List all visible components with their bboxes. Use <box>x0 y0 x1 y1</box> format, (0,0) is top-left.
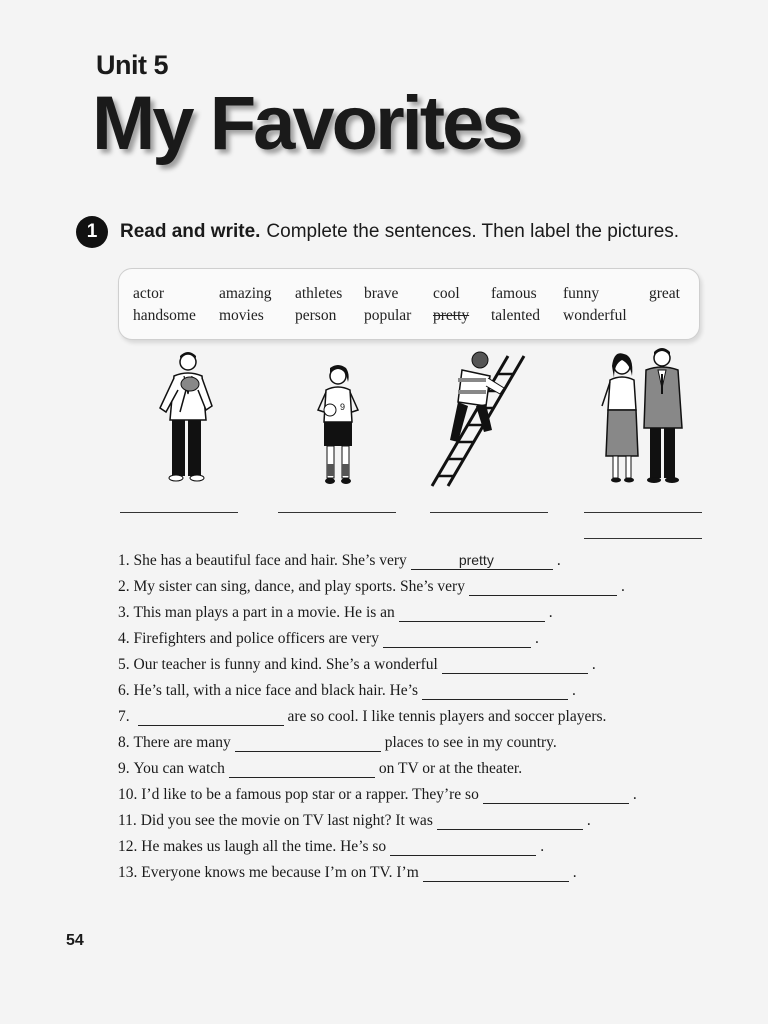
word-bank-item: funny <box>563 285 600 302</box>
sentence-text: Firefighters and police officers are very <box>133 630 379 647</box>
word-bank <box>118 268 700 340</box>
sentence-text: He’s tall, with a nice face and black hair. He’s <box>133 682 418 699</box>
exercise-number-badge: 1 <box>76 216 108 248</box>
sentence-7 <box>118 708 606 726</box>
sentence-text: You can watch <box>133 760 225 777</box>
firefighter-on-ladder-icon <box>428 350 532 490</box>
word-bank-item: brave <box>364 285 399 302</box>
word-bank-item-crossed: pretty <box>433 307 470 324</box>
sentence-text: She has a beautiful face and hair. She’s very <box>133 552 407 569</box>
sentence-number: 7. <box>118 708 130 725</box>
sentence-4 <box>118 630 539 648</box>
answer-text: pretty <box>458 552 494 568</box>
word-bank-item: popular <box>364 307 412 324</box>
sentence-number: 3. <box>118 604 130 621</box>
actor-with-flowers-icon <box>150 350 220 490</box>
answer-blank[interactable] <box>422 685 568 700</box>
answer-blank[interactable] <box>423 867 569 882</box>
sentence-end: . <box>548 604 553 621</box>
sentence-text: Our teacher is funny and kind. She’s a wonderful <box>133 656 438 673</box>
sentence-6 <box>118 682 576 700</box>
sentence-number: 12. <box>118 838 138 855</box>
sentence-text: This man plays a part in a movie. He is an <box>133 604 395 621</box>
picture-label-blank-2[interactable] <box>278 512 396 513</box>
exercise-instruction <box>76 216 679 248</box>
sentence-number: 1. <box>118 552 130 569</box>
picture-label-blank-4b[interactable] <box>584 538 702 539</box>
picture-label-blank-1[interactable] <box>120 512 238 513</box>
page-title: My Favorites <box>92 81 521 166</box>
word-bank-item: wonderful <box>563 307 627 324</box>
picture-label-blank-4a[interactable] <box>584 512 702 513</box>
word-bank-item: actor <box>133 285 164 302</box>
sentence-text: Did you see the movie on TV last night? It was <box>140 812 433 829</box>
answer-blank[interactable] <box>138 711 284 726</box>
sentence-11 <box>118 812 591 830</box>
sentence-10 <box>118 786 637 804</box>
unit-label: Unit 5 <box>96 50 169 80</box>
picture-label-blank-3[interactable] <box>430 512 548 513</box>
sentence-end: are so cool. I like tennis players and soccer players. <box>287 708 607 725</box>
word-bank-item: talented <box>491 307 541 324</box>
soccer-player-girl-icon <box>310 364 366 488</box>
sentence-1 <box>118 552 561 570</box>
sentence-13 <box>118 864 577 882</box>
answer-blank[interactable] <box>383 633 531 648</box>
sentence-number: 10. <box>118 786 138 803</box>
sentence-number: 13. <box>118 864 138 881</box>
sentence-end: . <box>586 812 591 829</box>
sentence-end: . <box>556 552 561 569</box>
sentence-3 <box>118 604 553 622</box>
answer-blank[interactable] <box>229 763 375 778</box>
answer-blank[interactable] <box>235 737 381 752</box>
sentence-end: . <box>591 656 596 673</box>
famous-couple-icon <box>596 348 694 488</box>
sentence-end: . <box>534 630 539 647</box>
sentence-end: . <box>572 682 576 699</box>
answer-blank[interactable] <box>411 552 553 570</box>
sentence-text: My sister can sing, dance, and play sports. She’s very <box>133 578 465 595</box>
word-bank-item: great <box>649 285 680 302</box>
page-number: 54 <box>66 932 84 949</box>
sentence-end: . <box>540 838 545 855</box>
sentence-number: 5. <box>118 656 130 673</box>
sentence-end: . <box>632 786 637 803</box>
word-bank-item: athletes <box>295 285 343 302</box>
sentence-end: on TV or at the theater. <box>378 760 523 777</box>
word-bank-item: cool <box>433 285 460 302</box>
word-bank-item: movies <box>219 307 264 324</box>
word-bank-item: person <box>295 307 337 324</box>
sentence-5 <box>118 656 596 674</box>
svg-text:9: 9 <box>340 402 346 412</box>
word-bank-item: famous <box>491 285 537 302</box>
answer-blank[interactable] <box>469 581 617 596</box>
sentence-12 <box>118 838 544 856</box>
sentence-end: . <box>572 864 577 881</box>
answer-blank[interactable] <box>390 841 536 856</box>
answer-blank[interactable] <box>483 789 629 804</box>
sentence-number: 11. <box>118 812 137 829</box>
sentence-number: 9. <box>118 760 130 777</box>
sentence-9 <box>118 760 522 778</box>
instruction-bold: Read and write. <box>120 221 261 242</box>
sentence-number: 8. <box>118 734 130 751</box>
sentence-text: There are many <box>133 734 231 751</box>
sentence-text: He makes us laugh all the time. He’s so <box>141 838 387 855</box>
sentence-2 <box>118 578 625 596</box>
sentence-number: 4. <box>118 630 130 647</box>
sentence-end: . <box>620 578 625 595</box>
sentence-number: 6. <box>118 682 130 699</box>
instruction-text: Complete the sentences. Then label the pictures. <box>266 221 680 242</box>
sentence-text: I’d like to be a famous pop star or a rapper. They’re so <box>141 786 479 803</box>
answer-blank[interactable] <box>442 659 588 674</box>
sentence-end: places to see in my country. <box>384 734 557 751</box>
word-bank-item: amazing <box>219 285 272 302</box>
sentence-8 <box>118 734 557 752</box>
answer-blank[interactable] <box>399 607 545 622</box>
sentence-number: 2. <box>118 578 130 595</box>
word-bank-item: handsome <box>133 307 196 324</box>
answer-blank[interactable] <box>437 815 583 830</box>
sentence-text: Everyone knows me because I’m on TV. I’m <box>141 864 419 881</box>
